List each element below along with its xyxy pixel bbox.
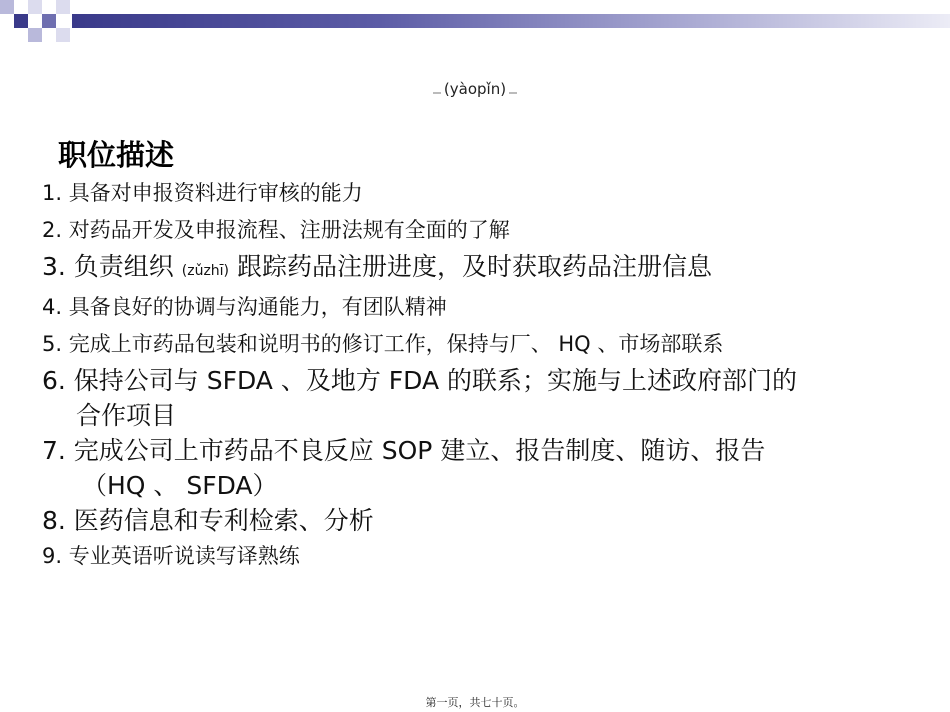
header-note-text: (yàopǐn) xyxy=(443,80,507,98)
list-item xyxy=(42,175,922,212)
decor-square xyxy=(14,14,28,28)
list-item xyxy=(42,326,922,363)
list-item-text: 3. 负责组织 xyxy=(42,252,174,281)
duty-list xyxy=(42,175,922,575)
header-note xyxy=(0,80,950,98)
list-item xyxy=(42,363,922,433)
slide-title: 职位描述 xyxy=(58,138,175,172)
decor-square xyxy=(42,14,56,28)
list-item-continuation: （HQ 、 SFDA） xyxy=(82,471,278,500)
list-item xyxy=(42,503,922,538)
list-item-text: 跟踪药品注册进度，及时获取药品注册信息 xyxy=(236,252,712,281)
list-item-text: 6. 保持公司与 SFDA 、及地方 FDA 的联系；实施与上述政府部门的 xyxy=(42,366,798,395)
list-item xyxy=(42,538,922,575)
page-footer: 第一页，共七十页。 xyxy=(425,696,525,709)
list-item-text: 7. 完成公司上市药品不良反应 SOP 建立、报告制度、随访、报告 xyxy=(42,436,766,465)
tiny-mark xyxy=(433,92,441,94)
decor-square xyxy=(28,28,42,42)
list-item-text: 4. 具备良好的协调与沟通能力，有团队精神 xyxy=(42,295,447,319)
list-item xyxy=(42,212,922,249)
list-item-text: 5. 完成上市药品包装和说明书的修订工作，保持与厂、 HQ 、市场部联系 xyxy=(42,332,724,356)
pinyin-note: (zǔzhī) xyxy=(181,263,230,279)
list-item xyxy=(42,433,922,503)
list-item-text: 2. 对药品开发及申报流程、注册法规有全面的了解 xyxy=(42,218,510,242)
decor-square xyxy=(56,28,70,42)
decor-square xyxy=(0,0,14,14)
decor-square xyxy=(56,0,70,14)
header-gradient-bar xyxy=(72,14,950,28)
list-item xyxy=(42,249,922,289)
list-item-text: 8. 医药信息和专利检索、分析 xyxy=(42,506,374,535)
list-item xyxy=(42,289,922,326)
header-decoration xyxy=(0,0,950,43)
list-item-text: 1. 具备对申报资料进行审核的能力 xyxy=(42,181,363,205)
list-item-text: 9. 专业英语听说读写译熟练 xyxy=(42,544,300,568)
decor-square xyxy=(28,0,42,14)
list-item-continuation: 合作项目 xyxy=(76,401,177,430)
tiny-mark xyxy=(509,92,517,94)
